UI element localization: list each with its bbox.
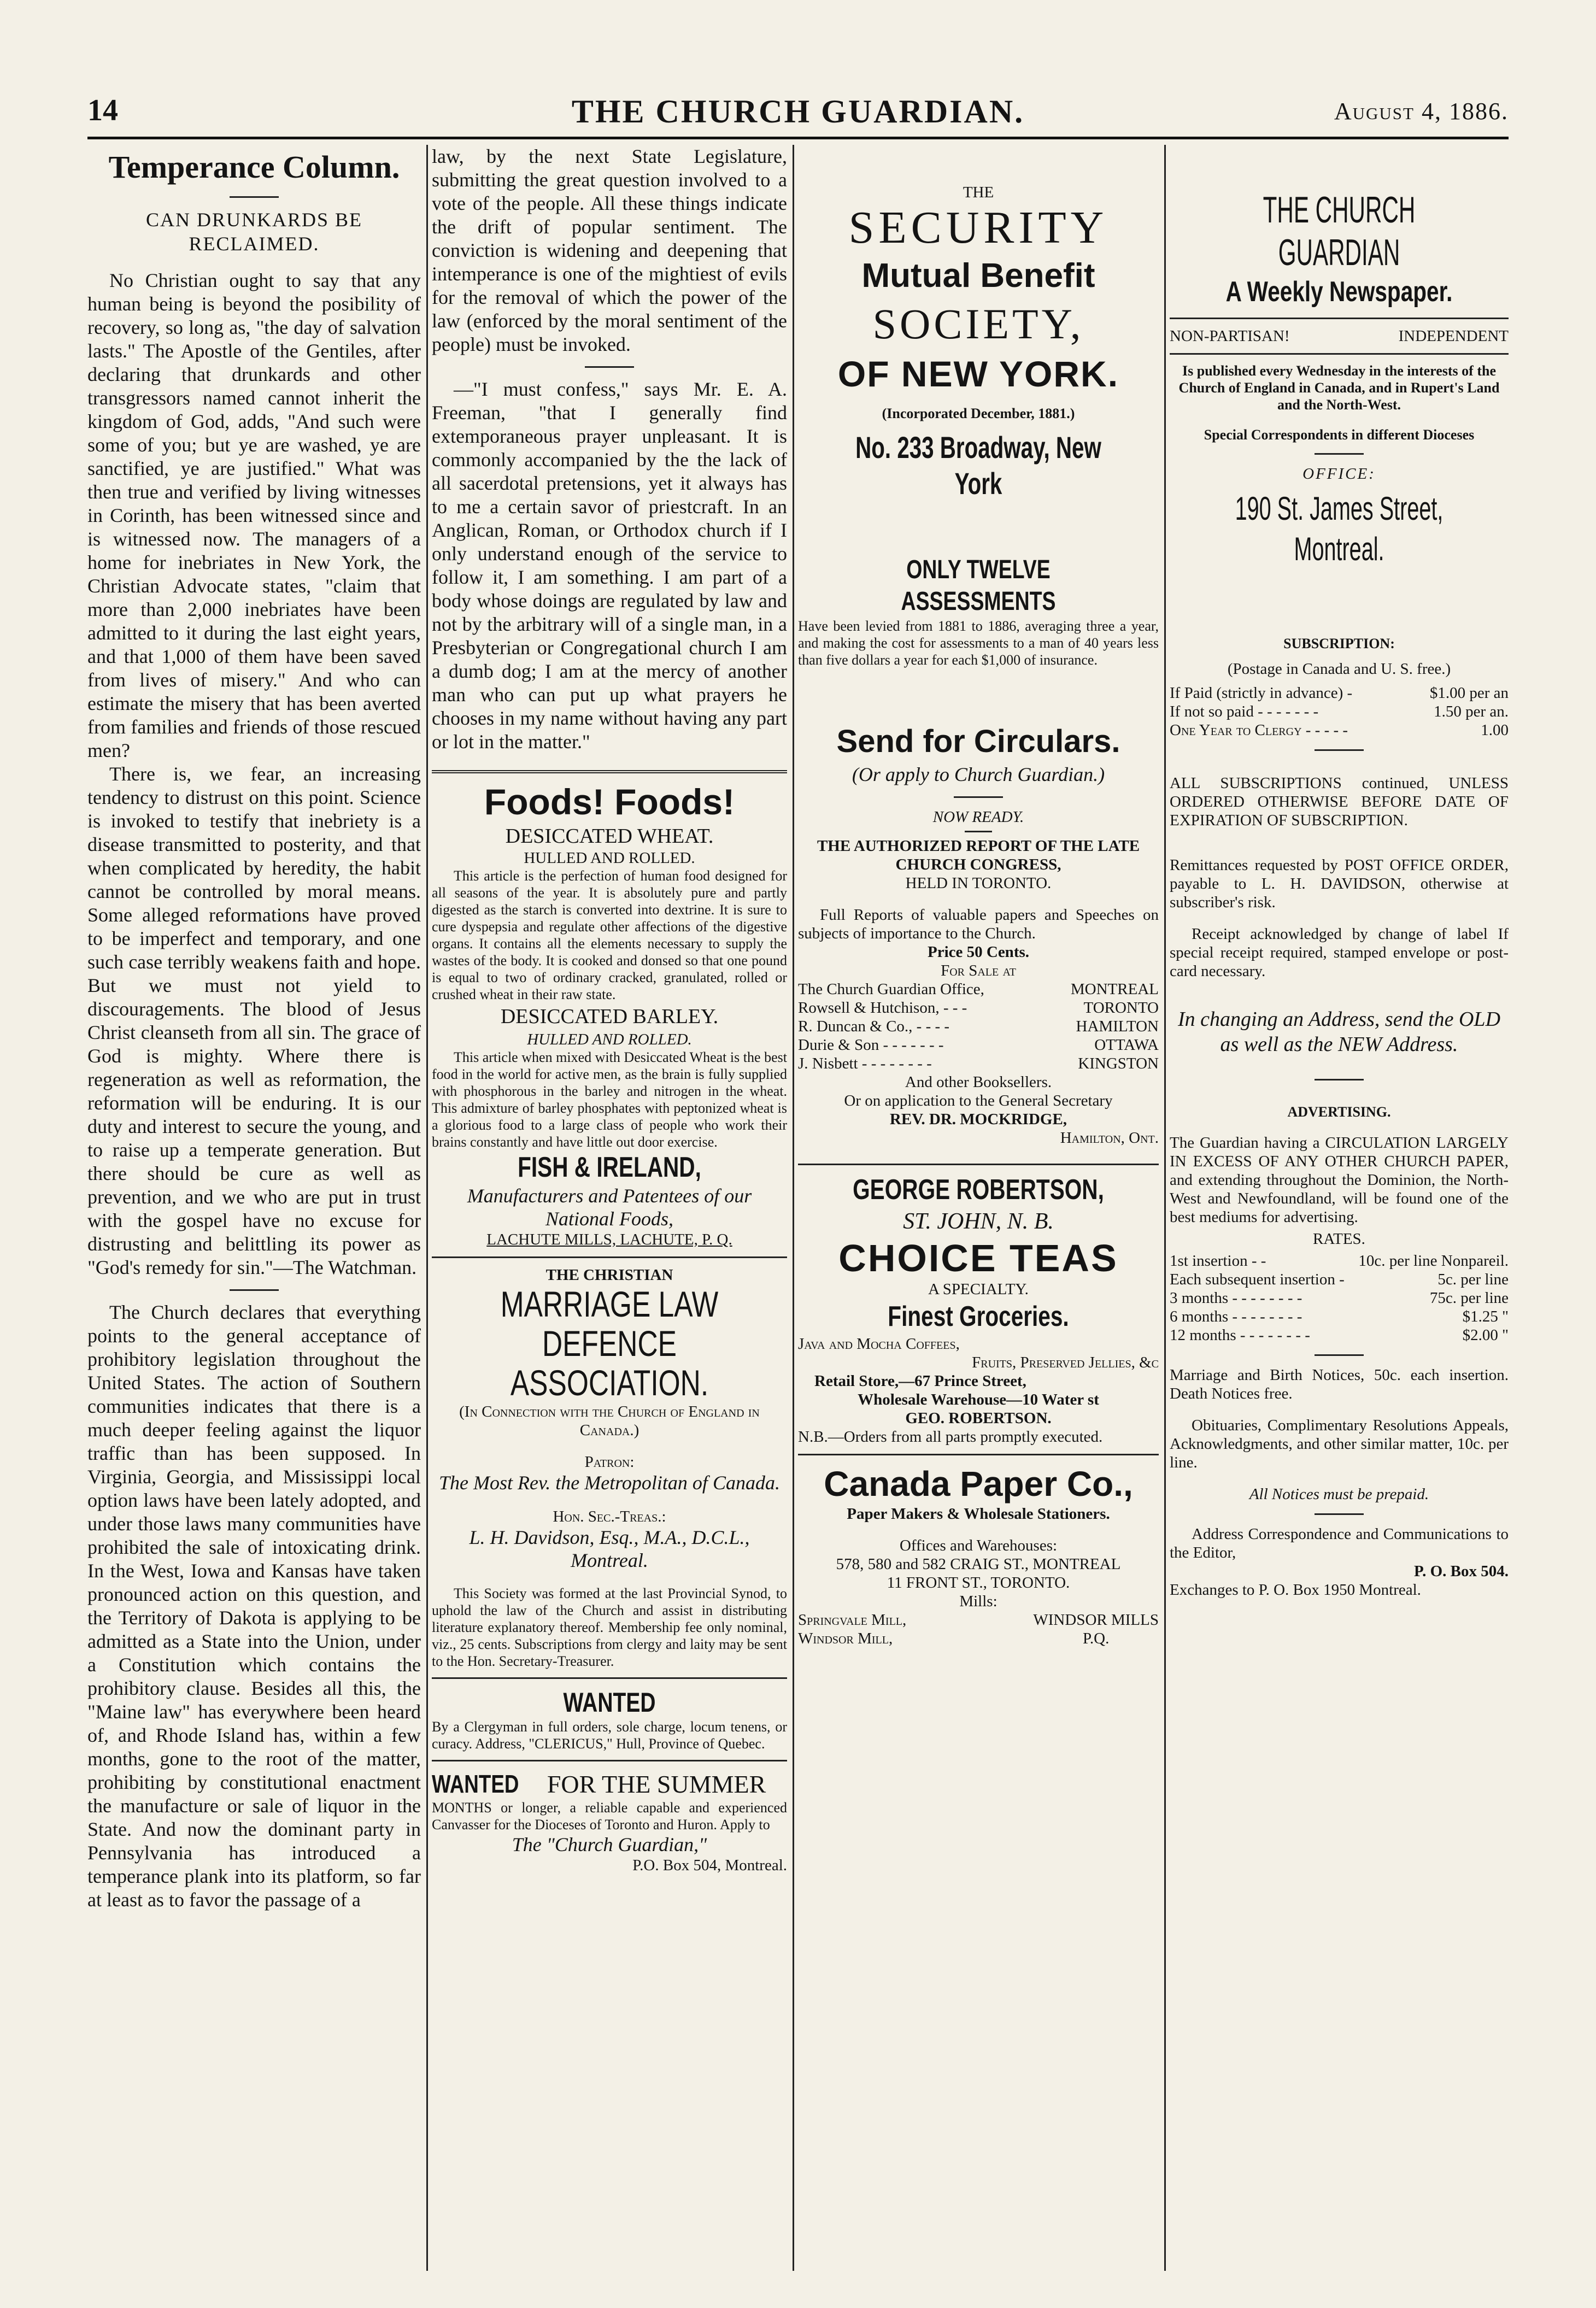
po-box: P. O. Box 504. — [1414, 1563, 1509, 1580]
office-address: 190 St. James Street, Montreal. — [1235, 490, 1444, 567]
report-title: THE AUTHORIZED REPORT OF THE LATE CHURCH CONGRESS, — [817, 837, 1140, 873]
page-header — [87, 93, 1509, 137]
assoc-title-1: MARRIAGE LAW DEFENCE — [500, 1284, 719, 1364]
seller-list — [798, 980, 1159, 1073]
column-rule-2 — [793, 145, 794, 2271]
incorporated: (Incorporated December, 1881.) — [882, 406, 1075, 421]
wanted-summer-title: WANTED FOR THE SUMMER — [432, 1770, 766, 1798]
security-title: SECURITY — [848, 202, 1108, 253]
assessments-title: ONLY TWELVE ASSESSMENTS — [901, 555, 1056, 616]
secretary-name: REV. DR. MOCKRIDGE, — [889, 1111, 1067, 1128]
wanted-summer-box: P.O. Box 504, Montreal. — [632, 1857, 787, 1874]
header-rule — [87, 137, 1509, 139]
subscriptions-continued: ALL SUBSCRIPTIONS continued, UNLESS ORDERED OTHERWISE BEFORE DATE OF EXPIRATION OF SUBSCRIPTION. — [1170, 774, 1509, 829]
for-sale-at: For Sale at — [941, 962, 1016, 979]
article-paragraph-3: The Church declares that everything points to the general acceptance of prohibitory legislation throughout the United States. The action of Southern communities indicates that there is a much deeper feeling against the liquor traffic than has been supposed. In Virginia, Georgia, and Mississippi local option laws have been lately adopted, and under those laws many communities have prohibited the sale of intoxicating drink. In the West, Iowa and Kansas have taken pronounced action on this question, and the Territory of Dakota is applying to be admitted as a State into the Union, under a Constitution which contains the prohibitory clause. Besides all this, the "Maine law" has everywhere been heard of, and Rhode Island has, within a few months, gone to the root of the matter, prohibiting by constitutional enactment the manufacture or sale of liquor in the State. And now the dominant party in Pennsylvania has introduced a temperance plank into its platform, so far at least as to favor the passage of a — [87, 1301, 421, 1911]
page-number: 14 — [87, 93, 118, 127]
advertising-title: ADVERTISING. — [1287, 1104, 1391, 1120]
paper-subtitle: Paper Makers & Wholesale Stationers. — [847, 1505, 1110, 1523]
barley-title: DESICCATED BARLEY. — [500, 1005, 719, 1028]
circulars-title: Send for Circulars. — [836, 724, 1120, 759]
office-montreal: 578, 580 and 582 CRAIG ST., MONTREAL — [836, 1555, 1121, 1573]
adrate-row: 3 months - - - - - - - - 75c. per line — [1170, 1289, 1509, 1307]
column-three — [798, 145, 1159, 2274]
wanted-text: By a Clergyman in full orders, sole charge, locum tenens, or curacy. Address, "CLERICUS," Hull, Province of Quebec. — [432, 1719, 787, 1752]
assessments-text: Have been levied from 1881 to 1886, averaging three a year, and making the cost for assessments to a man of 40 years less than five dollars a year for each $1,000 of insurance. — [798, 618, 1159, 668]
other-booksellers: And other Booksellers. — [905, 1073, 1052, 1091]
temperance-title: Temperance Column. — [108, 149, 400, 185]
robertson-title: GEORGE ROBERTSON, — [853, 1174, 1104, 1206]
congress-report-ad — [798, 808, 1159, 1147]
secretary-city: Hamilton, Ont. — [1060, 1129, 1159, 1147]
foods-title: Foods! Foods! — [484, 782, 735, 822]
finest-groceries: Finest Groceries. — [888, 1301, 1069, 1332]
masthead: THE CHURCH GUARDIAN. — [571, 93, 1025, 130]
wanted-summer-text: MONTHS or longer, a reliable capable and experienced Canvasser for the Dioceses of Toronto and Huron. Apply to — [432, 1800, 787, 1833]
divider — [965, 831, 992, 832]
rule — [1170, 353, 1509, 355]
advertising-text: The Guardian having a CIRCULATION LARGELY IN EXCESS OF ANY OTHER CHURCH PAPER, and extending throughout the Dominion, the North-West and Newfoundland, will be found one of the best mediums for advertising. — [1170, 1134, 1509, 1226]
ad-rule — [432, 1256, 787, 1258]
coffees: Java and Mocha Coffees, — [798, 1335, 960, 1353]
divider — [1315, 1354, 1364, 1356]
changing-address: In changing an Address, send the OLD as well as the NEW Address. — [1177, 1008, 1501, 1056]
choice-teas: CHOICE TEAS — [838, 1237, 1118, 1279]
column-rule-1 — [426, 145, 428, 2271]
security-address: No. 233 Broadway, New York — [855, 430, 1101, 501]
law-paragraph: law, by the next State Legislature, submitting the great question involved to a vote of the people. All these things indicate the drift of popular sentiment. The conviction is widening and deepening that intemperance is one of the mightiest of evils for the removal of which the power of the law (enforced by the moral sentiment of the people) must be invoked. — [432, 145, 787, 355]
mills-label: Mills: — [959, 1593, 998, 1610]
wanted-title: WANTED — [563, 1687, 656, 1718]
address-correspondence: Address Correspondence and Communications to the Editor, — [1170, 1525, 1509, 1561]
report-text: Full Reports of valuable papers and Speeches on subjects of importance to the Church. — [798, 906, 1159, 942]
divider — [1315, 1079, 1364, 1080]
wanted-canvasser-ad — [432, 1769, 787, 1875]
fruits: Fruits, Preserved Jellies, &c — [972, 1354, 1159, 1371]
secretary-name: L. H. Davidson, Esq., M.A., D.C.L., Montreal. — [469, 1526, 750, 1571]
special-correspondents: Special Correspondents in different Dioceses — [1204, 427, 1475, 443]
advertising-rates — [1170, 1252, 1509, 1344]
divider — [954, 796, 1003, 798]
robertson-signature: GEO. ROBERTSON. — [905, 1410, 1052, 1427]
circulars-subtitle: (Or apply to Church Guardian.) — [852, 764, 1105, 785]
canada-paper-ad — [798, 1463, 1159, 1648]
marriage-law-ad — [432, 1266, 787, 1670]
wheat-subtitle: HULLED AND ROLLED. — [524, 849, 695, 867]
now-ready: NOW READY. — [932, 808, 1024, 826]
article-subtitle: CAN DRUNKARDS BE RECLAIMED. — [145, 209, 363, 255]
report-price: Price 50 Cents. — [927, 943, 1030, 961]
rates-title: RATES. — [1313, 1230, 1365, 1248]
report-subtitle: HELD IN TORONTO. — [905, 874, 1052, 892]
weekly-newspaper: A Weekly Newspaper. — [1225, 276, 1453, 308]
column-guardian-info — [1170, 145, 1509, 2274]
mutual-benefit: Mutual Benefit — [861, 257, 1095, 295]
postage-note: (Postage in Canada and U. S. free.) — [1227, 660, 1451, 678]
office-label: OFFICE: — [1302, 465, 1376, 483]
fish-ireland-address: LACHUTE MILLS, LACHUTE, P. Q. — [486, 1231, 732, 1248]
column-temperance — [87, 145, 421, 2274]
office-toronto: 11 FRONT ST., TORONTO. — [887, 1574, 1070, 1591]
retail-store: Retail Store,—67 Prince Street, — [814, 1372, 1026, 1390]
partisan-row: NON-PARTISAN! INDEPENDENT — [1170, 327, 1509, 345]
remittances: Remittances requested by POST OFFICE ORDER, payable to L. H. DAVIDSON, otherwise at subscriber's risk. — [1170, 856, 1509, 911]
subscription-title: SUBSCRIPTION: — [1283, 636, 1395, 651]
adrate-row: Each subsequent insertion - 5c. per line — [1170, 1271, 1509, 1288]
divider — [585, 366, 634, 368]
society-title: SOCIETY, — [872, 300, 1084, 348]
rate-row: If not so paid - - - - - - - 1.50 per an. — [1170, 703, 1509, 720]
column-two — [432, 145, 787, 2274]
column-rule-3 — [1164, 145, 1166, 2271]
patron-label: Patron: — [584, 1453, 635, 1471]
of-new-york: OF NEW YORK. — [837, 354, 1119, 394]
wanted-summer-signature: The "Church Guardian," — [512, 1834, 707, 1855]
receipt-note: Receipt acknowledged by change of label If special receipt required, stamped envelope or post-card necessary. — [1170, 925, 1509, 980]
divider — [230, 1289, 279, 1291]
divider — [1315, 453, 1364, 455]
seller-row: J. Nisbett - - - - - - - - KINGSTON — [798, 1055, 1159, 1072]
published-text: Is published every Wednesday in the interests of the Church of England in Canada, and in Rupert's Land and the North-West. — [1178, 363, 1500, 413]
ad-rule — [432, 1760, 787, 1761]
secretary-label: Hon. Sec.-Treas.: — [553, 1508, 666, 1525]
adrate-row: 12 months - - - - - - - - $2.00 " — [1170, 1326, 1509, 1344]
foods-ad — [432, 780, 787, 1249]
robertson-city: ST. JOHN, N. B. — [903, 1209, 1054, 1234]
ad-rule — [798, 1454, 1159, 1455]
fish-ireland-subtitle: Manufacturers and Patentees of our National Foods, — [467, 1185, 752, 1230]
offices-label: Offices and Warehouses: — [899, 1537, 1058, 1554]
subscription-rates — [1170, 684, 1509, 739]
issue-date: August 4, 1886. — [1334, 98, 1509, 125]
seller-row: The Church Guardian Office, MONTREAL — [798, 980, 1159, 998]
wheat-title: DESICCATED WHEAT. — [505, 825, 714, 848]
seller-row: Durie & Son - - - - - - - OTTAWA — [798, 1036, 1159, 1054]
application-text: Or on application to the General Secretary — [844, 1092, 1113, 1109]
specialty: A SPECIALTY. — [928, 1281, 1029, 1298]
rate-row: One Year to Clergy - - - - - 1.00 — [1170, 721, 1509, 739]
freeman-paragraph: —"I must confess," says Mr. E. A. Freeman, "that I generally find extemporaneous prayer unpleasant. It is commonly accompanied by the the lack of all sacerdotal pretensions, yet it always has to me a certain savor of priestcraft. In an Anglican, Roman, or Orthodox church if I only understand enough of the service to follow it, I am something. I am part of a body whose doings are regulated by law and not by the arbitrary will of a single man, in a Presbyterian or Congregational church I am a dumb dog; I am at the mercy of another man who can put up what prayers he chooses in my name without having any part or lot in the matter." — [432, 378, 787, 753]
obituaries: Obituaries, Complimentary Resolutions Appeals, Acknowledgments, and other similar matter, 10c. per line. — [1170, 1417, 1509, 1471]
assoc-title-2: ASSOCIATION. — [510, 1363, 709, 1403]
ad-rule — [432, 1677, 787, 1679]
robertson-ad — [798, 1173, 1159, 1446]
adrate-row: 6 months - - - - - - - - $1.25 " — [1170, 1308, 1509, 1325]
divider — [1315, 749, 1364, 751]
assoc-the: THE CHRISTIAN — [545, 1266, 673, 1284]
divider — [230, 196, 279, 198]
rate-row: If Paid (strictly in advance) - $1.00 per an — [1170, 684, 1509, 702]
patron-name: The Most Rev. the Metropolitan of Canada. — [439, 1472, 780, 1494]
robertson-note: N.B.—Orders from all parts promptly executed. — [798, 1428, 1103, 1446]
assoc-connection: (In Connection with the Church of England in Canada.) — [459, 1403, 760, 1439]
assoc-text: This Society was formed at the last Provincial Synod, to uphold the law of the Church and assist in distributing literature explanatory thereof. Membership fee only nominal, viz., 25 cents. Subscriptions from clergy and laity may be sent to the Hon. Secretary-Treasurer. — [432, 1585, 787, 1669]
security-the: THE — [963, 184, 994, 201]
ad-rule — [432, 770, 787, 773]
wanted-clergyman-ad — [432, 1687, 787, 1752]
barley-subtitle: HULLED AND ROLLED. — [527, 1031, 692, 1048]
divider — [1315, 1513, 1364, 1515]
paper-title: Canada Paper Co., — [824, 1464, 1133, 1504]
seller-row: R. Duncan & Co., - - - - HAMILTON — [798, 1018, 1159, 1035]
exchanges: Exchanges to P. O. Box 1950 Montreal. — [1170, 1581, 1421, 1599]
fish-ireland-title: FISH & IRELAND, — [518, 1152, 701, 1183]
adrate-row: 1st insertion - - 10c. per line Nonpareil. — [1170, 1252, 1509, 1270]
seller-row: Rowsell & Hutchison, - - - TORONTO — [798, 999, 1159, 1017]
guardian-title: THE CHURCH GUARDIAN — [1263, 189, 1416, 273]
ad-rule — [798, 1164, 1159, 1165]
rule — [1170, 318, 1509, 319]
wholesale-warehouse: Wholesale Warehouse—10 Water st — [858, 1391, 1099, 1408]
prepaid-note: All Notices must be prepaid. — [1249, 1485, 1429, 1503]
barley-text: This article when mixed with Desiccated Wheat is the best food in the world for active men, as the brain is fully supplied with phosphorous in the barley and nitrogen in the wheat. This admixture of barley phosphates with peptonized wheat is a glorious food to a large class of people who work their brains constantly and have little out door exercise. — [432, 1049, 787, 1150]
article-paragraph-1: No Christian ought to say that any human being is beyond the posibility of recovery, so long as, "the day of salvation lasts." The Apostle of the Gentiles, after declaring that drunkards and other transgressors named cannot inherit the kingdom of God, adds, "And such were some of you; but ye are washed, ye are sanctified, ye are justified." What was then true and verified by living witnesses in Corinth, has been witnessed since and is witnessed now. The managers of a home for inebriates in New York, the Christian Advocate states, "claim that more than 2,000 inebriates have been admitted to it during the last eight years, and that 1,000 of them have been saved from lives of misery." And who can estimate the misery that has been averted from families and friends of those rescued men? — [87, 269, 421, 761]
article-paragraph-2: There is, we fear, an increasing tendency to distrust on this point. Science is invoked to testify that inebriety is a disease transmitted to posterity, and that when complicated by heredity, the habit cannot be controlled by moral means. Some alleged reformations have proved to be imperfect and temporary, and one such case terribly weakens faith and hope. But we must not yield to discouragements. The blood of Jesus Christ cleanseth from all sin. The grace of God is mighty. Where there is regeneration as well as reformation, the reformation will be enduring. It is our duty and interest to secure the young, and to raise up a temperate generation. But there should be cure as well as prevention, and we who are put in trust with the gospel have no excuse for distrusting and belittling its power as "God's remedy for sin."—The Watchman. — [87, 763, 421, 1278]
mills-list: Springvale Mill, Windsor Mill, WINDSOR MILLS P.Q. — [798, 1611, 1159, 1647]
wheat-text: This article is the perfection of human food designed for all seasons of the year. It is absolutely pure and partly digested as the starch is converted into dextrine. It is sure to cure dyspepsia and regulate other affections of the digestive organs. It contains all the elements necessary to supply the wastes of the body. It is cooked and donsed so that one pound is equal to two of ordinary cracked, granulated, rolled or crushed wheat in their raw state. — [432, 868, 787, 1002]
security-society-ad — [798, 183, 1159, 786]
marriage-notices: Marriage and Birth Notices, 50c. each insertion. Death Notices free. — [1170, 1366, 1509, 1402]
